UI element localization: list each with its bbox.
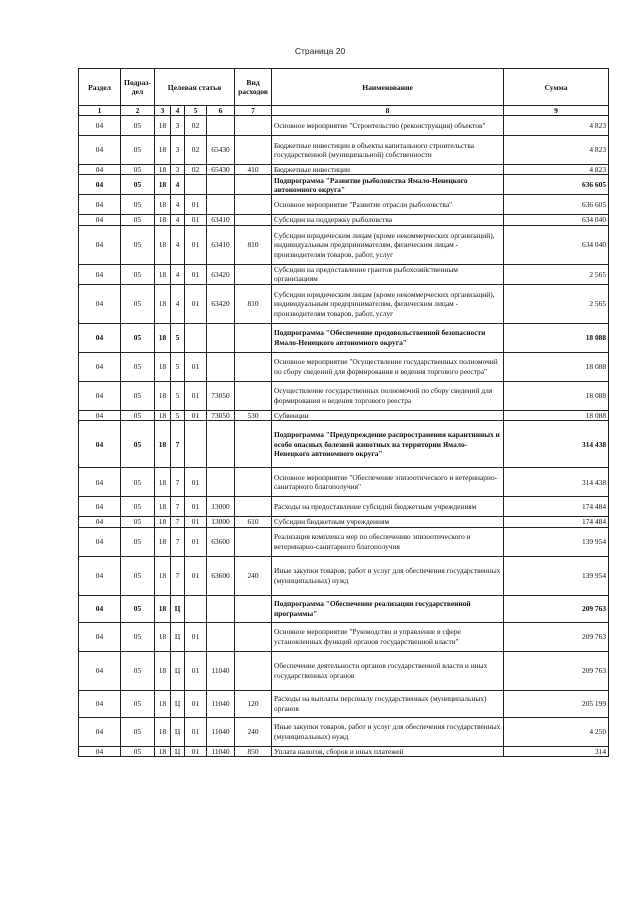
program-code-cell: 18	[155, 381, 171, 410]
col-header-summa: Сумма	[504, 69, 609, 106]
col-number: 4	[171, 106, 185, 116]
name-cell: Субсидии юридическим лицам (кроме некоммерческих организаций), индивидуальным предпринимателям, физическим лицам - производителям товаров, работ, услуг	[272, 225, 504, 264]
podrazdel-cell: 05	[121, 225, 155, 264]
sum-cell: 209 763	[504, 651, 609, 690]
sum-cell: 4 250	[504, 717, 609, 746]
name-cell: Основное мероприятие "Развитие отрасли рыболовства"	[272, 195, 504, 215]
program-code-cell: 18	[155, 622, 171, 651]
event-code-cell: 01	[185, 195, 207, 215]
expense-type-cell	[235, 215, 272, 225]
event-code-cell: 01	[185, 690, 207, 717]
name-cell: Уплата налогов, сборов и иных платежей	[272, 746, 504, 756]
table-row	[79, 195, 609, 215]
name-cell: Обеспечение деятельности органов государственной власти и иных государственных органов	[272, 651, 504, 690]
name-cell: Основное мероприятие "Обеспечение эпизоотического и ветеринарно-санитарного благополучия"	[272, 468, 504, 497]
podrazdel-cell: 05	[121, 690, 155, 717]
podrazdel-cell: 05	[121, 746, 155, 756]
event-code-cell: 01	[185, 622, 207, 651]
name-cell: Бюджетные инвестиции	[272, 165, 504, 175]
direction-code-cell: 63600	[207, 556, 235, 595]
name-cell: Иные закупки товаров, работ и услуг для обеспечения государственных (муниципальных) нужд	[272, 556, 504, 595]
sum-cell: 139 954	[504, 527, 609, 556]
table-row	[79, 225, 609, 264]
razdel-cell: 04	[79, 165, 121, 175]
podrazdel-cell: 05	[121, 421, 155, 468]
razdel-cell: 04	[79, 215, 121, 225]
sum-cell: 18 088	[504, 381, 609, 410]
col-number: 9	[504, 106, 609, 116]
table-row	[79, 622, 609, 651]
expense-type-cell: 530	[235, 410, 272, 420]
program-code-cell: 18	[155, 421, 171, 468]
col-number: 1	[79, 106, 121, 116]
direction-code-cell	[207, 323, 235, 352]
sum-cell: 209 763	[504, 595, 609, 622]
table-row	[79, 381, 609, 410]
sum-cell: 4 823	[504, 136, 609, 165]
subprogram-code-cell: 4	[171, 225, 185, 264]
subprogram-code-cell: 7	[171, 421, 185, 468]
col-header-podrazdel: Подраз-дел	[121, 69, 155, 106]
sum-cell: 636 605	[504, 175, 609, 195]
podrazdel-cell: 05	[121, 651, 155, 690]
budget-table	[78, 68, 609, 757]
direction-code-cell: 65430	[207, 136, 235, 165]
expense-type-cell	[235, 421, 272, 468]
subprogram-code-cell: 4	[171, 215, 185, 225]
podrazdel-cell: 05	[121, 381, 155, 410]
subprogram-code-cell: 5	[171, 381, 185, 410]
expense-type-cell: 410	[235, 165, 272, 175]
podrazdel-cell: 05	[121, 517, 155, 527]
podrazdel-cell: 05	[121, 717, 155, 746]
col-number: 6	[207, 106, 235, 116]
expense-type-cell: 810	[235, 284, 272, 323]
table-row	[79, 717, 609, 746]
subprogram-code-cell: 4	[171, 175, 185, 195]
event-code-cell: 02	[185, 136, 207, 165]
direction-code-cell: 63420	[207, 284, 235, 323]
event-code-cell: 01	[185, 497, 207, 517]
subprogram-code-cell: 7	[171, 517, 185, 527]
program-code-cell: 18	[155, 497, 171, 517]
sum-cell: 2 565	[504, 284, 609, 323]
podrazdel-cell: 05	[121, 497, 155, 517]
table-row	[79, 215, 609, 225]
expense-type-cell	[235, 381, 272, 410]
name-cell: Основное мероприятие "Строительство (реконструкция) объектов"	[272, 116, 504, 136]
subprogram-code-cell: 7	[171, 556, 185, 595]
subprogram-code-cell: 3	[171, 165, 185, 175]
razdel-cell: 04	[79, 717, 121, 746]
subprogram-code-cell: Ц	[171, 622, 185, 651]
name-cell: Основное мероприятие "Руководство и управление в сфере установленных функций органов государственной власти"	[272, 622, 504, 651]
subprogram-code-cell: 3	[171, 136, 185, 165]
sum-cell: 636 605	[504, 195, 609, 215]
program-code-cell: 18	[155, 195, 171, 215]
direction-code-cell: 65430	[207, 165, 235, 175]
name-cell: Подпрограмма "Обеспечение продовольственной безопасности Ямало-Ненецкого автономного округа"	[272, 323, 504, 352]
subprogram-code-cell: 5	[171, 410, 185, 420]
expense-type-cell	[235, 136, 272, 165]
program-code-cell: 18	[155, 264, 171, 284]
table-row	[79, 527, 609, 556]
col-header-naim: Наименование	[272, 69, 504, 106]
table-row	[79, 116, 609, 136]
podrazdel-cell: 05	[121, 175, 155, 195]
program-code-cell: 18	[155, 746, 171, 756]
direction-code-cell: 73050	[207, 410, 235, 420]
program-code-cell: 18	[155, 225, 171, 264]
name-cell: Подпрограмма "Предупреждение распространения карантинных и особо опасных болезней животных на территории Ямало-Ненецкого автономного округа"	[272, 421, 504, 468]
sum-cell: 209 763	[504, 622, 609, 651]
name-cell: Субсидии на предоставление грантов рыбохозяйственным организациям	[272, 264, 504, 284]
direction-code-cell: 63410	[207, 215, 235, 225]
program-code-cell: 18	[155, 517, 171, 527]
table-row	[79, 651, 609, 690]
name-cell: Бюджетные инвестиции в объекты капитального строительства государственной (муниципальной) собственности	[272, 136, 504, 165]
razdel-cell: 04	[79, 746, 121, 756]
name-cell: Субсидии на поддержку рыболовства	[272, 215, 504, 225]
sum-cell: 18 088	[504, 410, 609, 420]
event-code-cell: 02	[185, 116, 207, 136]
expense-type-cell	[235, 264, 272, 284]
podrazdel-cell: 05	[121, 195, 155, 215]
name-cell: Подпрограмма "Обеспечение реализации государственной программы"	[272, 595, 504, 622]
expense-type-cell: 850	[235, 746, 272, 756]
program-code-cell: 18	[155, 410, 171, 420]
razdel-cell: 04	[79, 136, 121, 165]
table-row	[79, 746, 609, 756]
table-row	[79, 165, 609, 175]
subprogram-code-cell: 5	[171, 352, 185, 381]
razdel-cell: 04	[79, 116, 121, 136]
razdel-cell: 04	[79, 622, 121, 651]
direction-code-cell: 11040	[207, 690, 235, 717]
direction-code-cell: 11040	[207, 717, 235, 746]
program-code-cell: 18	[155, 595, 171, 622]
expense-type-cell	[235, 175, 272, 195]
direction-code-cell: 11040	[207, 651, 235, 690]
program-code-cell: 18	[155, 215, 171, 225]
podrazdel-cell: 05	[121, 352, 155, 381]
direction-code-cell: 13000	[207, 517, 235, 527]
name-cell: Расходы на выплаты персоналу государственных (муниципальных) органов	[272, 690, 504, 717]
table-row	[79, 136, 609, 165]
razdel-cell: 04	[79, 690, 121, 717]
expense-type-cell: 810	[235, 225, 272, 264]
podrazdel-cell: 05	[121, 215, 155, 225]
event-code-cell: 01	[185, 381, 207, 410]
sum-cell: 2 565	[504, 264, 609, 284]
expense-type-cell: 240	[235, 717, 272, 746]
name-cell: Реализация комплекса мер по обеспечению эпизоотического и ветеринарно-санитарного благополучия	[272, 527, 504, 556]
program-code-cell: 18	[155, 175, 171, 195]
table-body	[79, 116, 609, 757]
event-code-cell: 01	[185, 264, 207, 284]
razdel-cell: 04	[79, 323, 121, 352]
event-code-cell: 01	[185, 215, 207, 225]
direction-code-cell: 63410	[207, 225, 235, 264]
sum-cell: 205 199	[504, 690, 609, 717]
event-code-cell: 01	[185, 284, 207, 323]
sum-cell: 634 040	[504, 225, 609, 264]
direction-code-cell: 63420	[207, 264, 235, 284]
sum-cell: 174 484	[504, 497, 609, 517]
table-row	[79, 690, 609, 717]
direction-code-cell	[207, 352, 235, 381]
subprogram-code-cell: Ц	[171, 690, 185, 717]
expense-type-cell	[235, 323, 272, 352]
subprogram-code-cell: 5	[171, 323, 185, 352]
name-cell: Осуществление государственных полномочий по сбору сведений для формирования и ведения торгового реестра	[272, 381, 504, 410]
table-row	[79, 175, 609, 195]
event-code-cell: 02	[185, 165, 207, 175]
event-code-cell: 01	[185, 468, 207, 497]
program-code-cell: 18	[155, 136, 171, 165]
expense-type-cell	[235, 595, 272, 622]
name-cell: Основное мероприятие "Осуществление государственных полномочий по сбору сведений для формирования и ведения торгового реестра"	[272, 352, 504, 381]
column-number-row	[79, 106, 609, 116]
event-code-cell: 01	[185, 410, 207, 420]
table-row	[79, 284, 609, 323]
event-code-cell	[185, 421, 207, 468]
sum-cell: 18 088	[504, 352, 609, 381]
event-code-cell: 01	[185, 746, 207, 756]
sum-cell: 139 954	[504, 556, 609, 595]
program-code-cell: 18	[155, 284, 171, 323]
subprogram-code-cell: Ц	[171, 746, 185, 756]
razdel-cell: 04	[79, 410, 121, 420]
podrazdel-cell: 05	[121, 284, 155, 323]
name-cell: Субвенции	[272, 410, 504, 420]
podrazdel-cell: 05	[121, 165, 155, 175]
subprogram-code-cell: 7	[171, 497, 185, 517]
event-code-cell: 01	[185, 352, 207, 381]
razdel-cell: 04	[79, 421, 121, 468]
subprogram-code-cell: 4	[171, 195, 185, 215]
table-row	[79, 497, 609, 517]
subprogram-code-cell: 4	[171, 264, 185, 284]
direction-code-cell	[207, 468, 235, 497]
name-cell: Подпрограмма "Развитие рыболовства Ямало-Ненецкого автономного округа"	[272, 175, 504, 195]
razdel-cell: 04	[79, 556, 121, 595]
razdel-cell: 04	[79, 352, 121, 381]
direction-code-cell	[207, 595, 235, 622]
razdel-cell: 04	[79, 225, 121, 264]
expense-type-cell	[235, 468, 272, 497]
table-row	[79, 595, 609, 622]
razdel-cell: 04	[79, 381, 121, 410]
table-row	[79, 352, 609, 381]
podrazdel-cell: 05	[121, 468, 155, 497]
sum-cell: 634 040	[504, 215, 609, 225]
col-number: 5	[185, 106, 207, 116]
sum-cell: 18 088	[504, 323, 609, 352]
col-header-razdel: Раздел	[79, 69, 121, 106]
sum-cell: 314 438	[504, 468, 609, 497]
col-number: 7	[235, 106, 272, 116]
expense-type-cell	[235, 651, 272, 690]
expense-type-cell	[235, 622, 272, 651]
table-row	[79, 468, 609, 497]
program-code-cell: 18	[155, 323, 171, 352]
table-row	[79, 323, 609, 352]
podrazdel-cell: 05	[121, 527, 155, 556]
razdel-cell: 04	[79, 468, 121, 497]
podrazdel-cell: 05	[121, 264, 155, 284]
razdel-cell: 04	[79, 527, 121, 556]
event-code-cell: 01	[185, 527, 207, 556]
direction-code-cell	[207, 195, 235, 215]
direction-code-cell	[207, 421, 235, 468]
razdel-cell: 04	[79, 651, 121, 690]
sum-cell: 4 823	[504, 116, 609, 136]
program-code-cell: 18	[155, 468, 171, 497]
program-code-cell: 18	[155, 556, 171, 595]
col-number: 2	[121, 106, 155, 116]
razdel-cell: 04	[79, 195, 121, 215]
razdel-cell: 04	[79, 264, 121, 284]
expense-type-cell	[235, 116, 272, 136]
program-code-cell: 18	[155, 717, 171, 746]
table-row	[79, 556, 609, 595]
razdel-cell: 04	[79, 497, 121, 517]
expense-type-cell: 610	[235, 517, 272, 527]
direction-code-cell	[207, 622, 235, 651]
expense-type-cell	[235, 497, 272, 517]
podrazdel-cell: 05	[121, 595, 155, 622]
col-number: 3	[155, 106, 171, 116]
program-code-cell: 18	[155, 527, 171, 556]
expense-type-cell: 120	[235, 690, 272, 717]
name-cell: Расходы на предоставление субсидий бюджетным учреждениям	[272, 497, 504, 517]
podrazdel-cell: 05	[121, 410, 155, 420]
podrazdel-cell: 05	[121, 323, 155, 352]
subprogram-code-cell: Ц	[171, 595, 185, 622]
col-header-celevaya: Целевая статья	[155, 69, 235, 106]
program-code-cell: 18	[155, 352, 171, 381]
name-cell: Иные закупки товаров, работ и услуг для обеспечения государственных (муниципальных) нужд	[272, 717, 504, 746]
col-number: 8	[272, 106, 504, 116]
direction-code-cell: 13000	[207, 497, 235, 517]
razdel-cell: 04	[79, 595, 121, 622]
event-code-cell: 01	[185, 225, 207, 264]
header-row	[79, 69, 609, 106]
table-row	[79, 410, 609, 420]
sum-cell: 4 823	[504, 165, 609, 175]
direction-code-cell	[207, 116, 235, 136]
subprogram-code-cell: Ц	[171, 651, 185, 690]
podrazdel-cell: 05	[121, 622, 155, 651]
subprogram-code-cell: 3	[171, 116, 185, 136]
podrazdel-cell: 05	[121, 116, 155, 136]
event-code-cell	[185, 595, 207, 622]
direction-code-cell: 11040	[207, 746, 235, 756]
expense-type-cell	[235, 195, 272, 215]
subprogram-code-cell: 4	[171, 284, 185, 323]
table-row	[79, 421, 609, 468]
podrazdel-cell: 05	[121, 556, 155, 595]
direction-code-cell: 73050	[207, 381, 235, 410]
expense-type-cell	[235, 352, 272, 381]
sum-cell: 314	[504, 746, 609, 756]
event-code-cell	[185, 175, 207, 195]
expense-type-cell: 240	[235, 556, 272, 595]
event-code-cell: 01	[185, 651, 207, 690]
program-code-cell: 18	[155, 690, 171, 717]
razdel-cell: 04	[79, 517, 121, 527]
name-cell: Субсидии юридическим лицам (кроме некоммерческих организаций), индивидуальным предпринимателям, физическим лицам - производителям товаров, работ, услуг	[272, 284, 504, 323]
sum-cell: 314 438	[504, 421, 609, 468]
event-code-cell	[185, 323, 207, 352]
name-cell: Субсидии бюджетным учреждениям	[272, 517, 504, 527]
subprogram-code-cell: Ц	[171, 717, 185, 746]
program-code-cell: 18	[155, 165, 171, 175]
razdel-cell: 04	[79, 175, 121, 195]
event-code-cell: 01	[185, 556, 207, 595]
program-code-cell: 18	[155, 651, 171, 690]
expense-type-cell	[235, 527, 272, 556]
program-code-cell: 18	[155, 116, 171, 136]
event-code-cell: 01	[185, 517, 207, 527]
subprogram-code-cell: 7	[171, 527, 185, 556]
table-row	[79, 264, 609, 284]
sum-cell: 174 484	[504, 517, 609, 527]
table-row	[79, 517, 609, 527]
podrazdel-cell: 05	[121, 136, 155, 165]
direction-code-cell	[207, 175, 235, 195]
col-header-vid: Вид расходов	[235, 69, 272, 106]
razdel-cell: 04	[79, 284, 121, 323]
direction-code-cell: 63600	[207, 527, 235, 556]
event-code-cell: 01	[185, 717, 207, 746]
page-number: Страница 20	[294, 46, 346, 56]
subprogram-code-cell: 7	[171, 468, 185, 497]
